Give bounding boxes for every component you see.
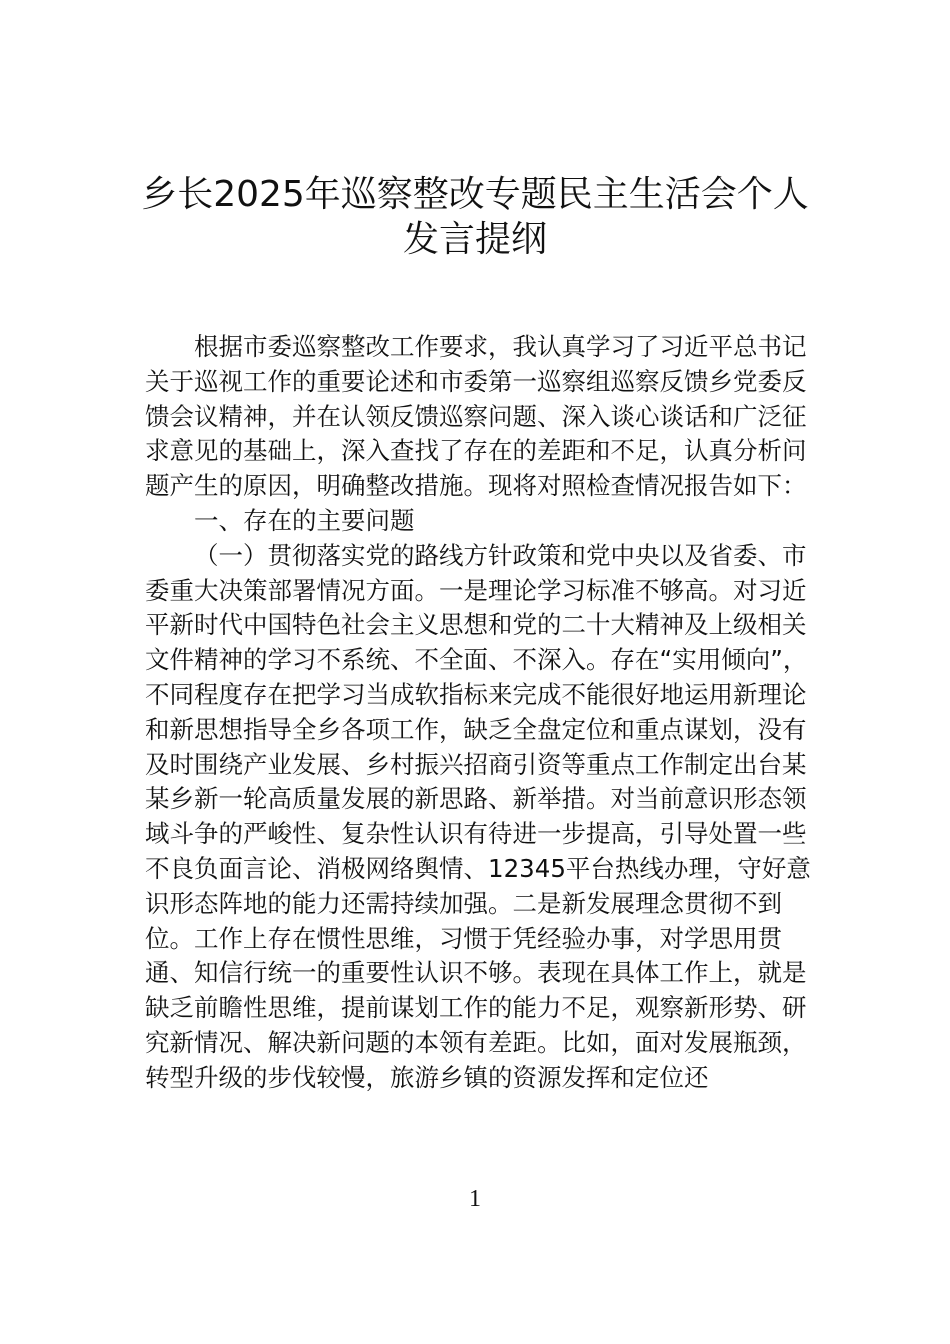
page-number: 1	[469, 1186, 481, 1212]
intro-paragraph: 根据市委巡察整改工作要求，我认真学习了习近平总书记关于巡视工作的重要论述和市委第一巡察组巡察反馈乡党委反馈会议精神，并在认领反馈巡察问题、深入谈心谈话和广泛征求意见的基础上，深入查找了存在的差距和不足，认真分析问题产生的原因，明确整改措施。现将对照检查情况报告如下：	[145, 332, 807, 501]
section-paragraph: （一）贯彻落实党的路线方针政策和党中央以及省委、市委重大决策部署情况方面。一是理论学习标准不够高。对习近平新时代中国特色社会主义思想和党的二十大精神及上级相关文件精神的学习不系统、不全面、不深入。存在“实用倾向”，不同程度存在把学习当成软指标来完成不能很好地运用新理论和新思想指导全乡各项工作，缺乏全盘定位和重点谋划，没有及时围绕产业发展、乡村振兴招商引资等重点工作制定出台某某乡新一轮高质量发展的新思路、新举措。对当前意识形态领域斗争的严峻性、复杂性认识有待进一步提高，引导处置一些不良负面言论、消极网络舆情、12345平台热线办理，守好意识形态阵地的能力还需持续加强。二是新发展理念贯彻不到位。工作上存在惯性思维，习惯于凭经验办事，对学思用贯通、知信行统一的重要性认识不够。表现在具体工作上，就是缺乏前瞻性思维，提前谋划工作的能力不足，观察新形势、研究新情况、解决新问题的本领有差距。比如，面对发展瓶颈，转型升级的步伐较慢，旅游乡镇的资源发挥和定位还	[145, 540, 811, 1092]
section-heading: 一、存在的主要问题	[194, 505, 415, 535]
page-title-line-2: 发言提纲	[402, 219, 547, 260]
page-title-line-1: 乡长2025年巡察整改专题民主生活会个人	[141, 174, 809, 215]
document-body	[145, 330, 825, 1096]
